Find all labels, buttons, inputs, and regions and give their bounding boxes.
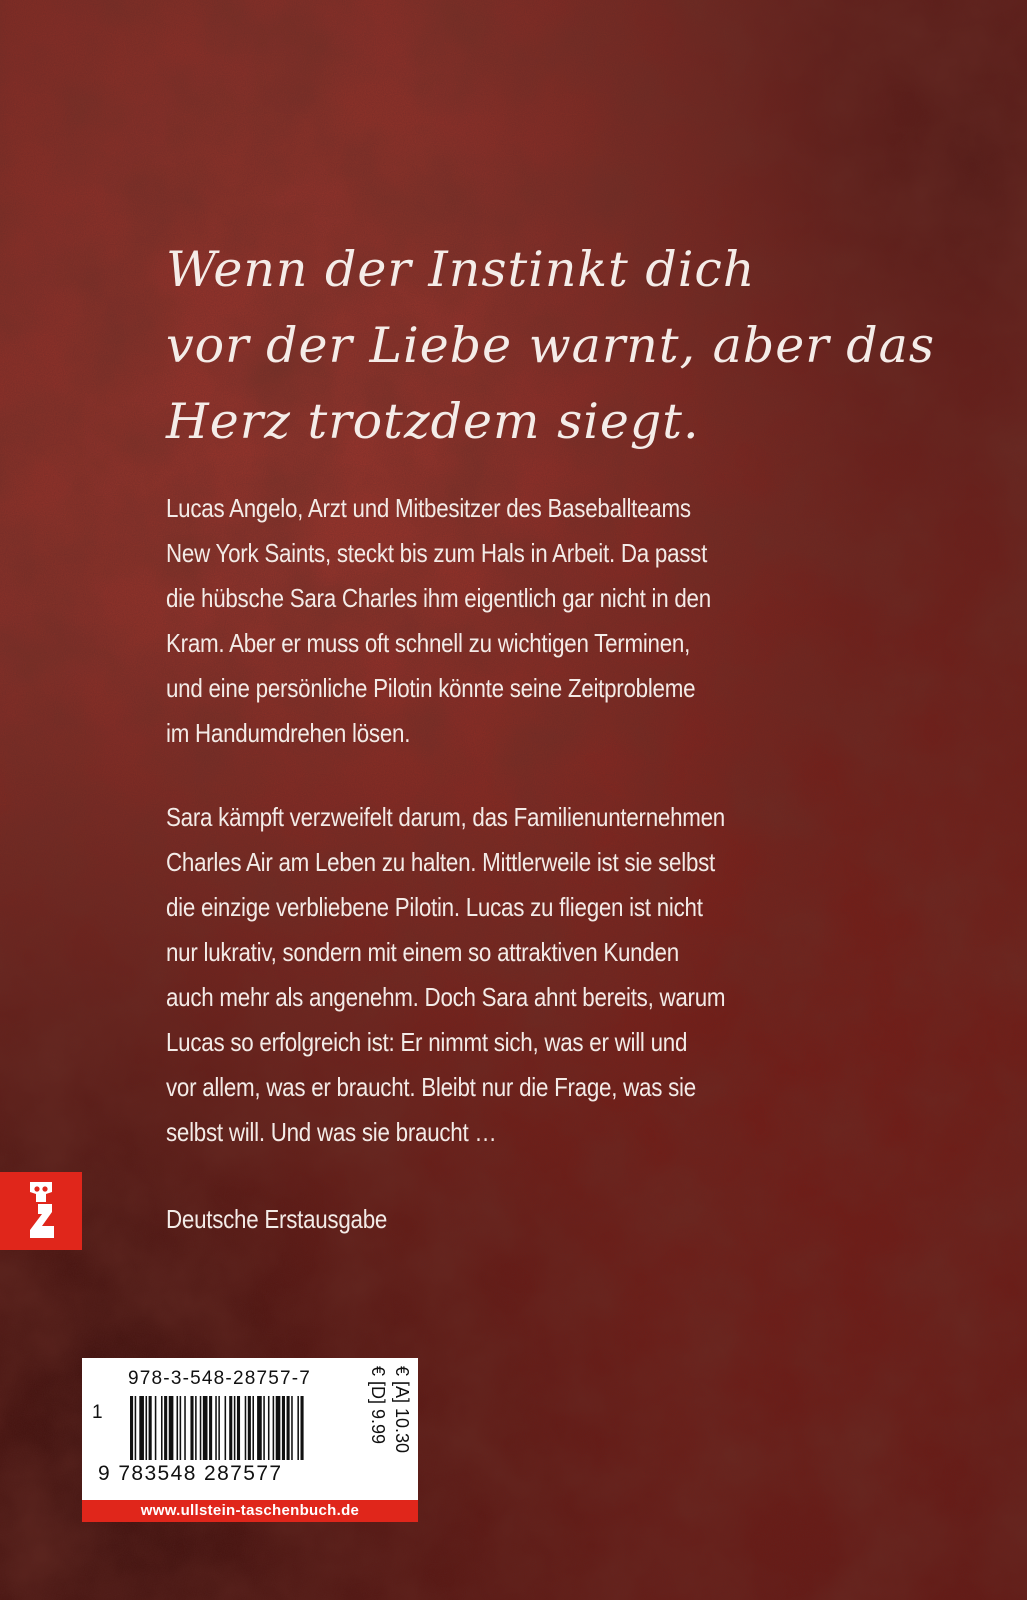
barcode-bar (297, 1396, 299, 1460)
barcode-bar (215, 1396, 217, 1460)
barcode-bar (200, 1396, 202, 1460)
barcode-bar (276, 1396, 281, 1460)
barcode-bar (237, 1396, 240, 1460)
text-line: selbst will. Und was sie braucht … (166, 1117, 497, 1147)
barcode-bar (195, 1396, 197, 1460)
tagline-line: Wenn der Instinkt dich (166, 241, 756, 298)
barcode-bar (287, 1396, 290, 1460)
tagline-line: Herz trotzdem siegt. (166, 393, 700, 450)
barcode-bar (252, 1396, 254, 1460)
barcode-bar (164, 1396, 167, 1460)
barcode-bar (282, 1396, 285, 1460)
price-austria: € [A] 10.30 (392, 1366, 412, 1454)
publisher-url[interactable]: www.ullstein-taschenbuch.de (82, 1500, 418, 1522)
tagline (166, 232, 935, 460)
text-line: Sara kämpft verzweifelt darum, das Familienunternehmen (166, 802, 725, 832)
text-line: die einzige verbliebene Pilotin. Lucas zu fliegen ist nicht (166, 892, 703, 922)
barcode-bar (218, 1396, 220, 1460)
description-paragraph-1 (166, 486, 866, 756)
barcode-bar (257, 1396, 262, 1460)
barcode-bar (225, 1396, 227, 1460)
tagline-line: vor der Liebe warnt, aber das (166, 317, 935, 374)
barcode-bar (263, 1396, 265, 1460)
description-paragraph-2 (166, 795, 866, 1155)
barcode-digits: 9 783548 287577 (98, 1462, 283, 1485)
text-line: nur lukrativ, sondern mit einem so attraktiven Kunden (166, 937, 679, 967)
text-line: Lucas so erfolgreich ist: Er nimmt sich, was er will und (166, 1027, 688, 1057)
barcode-bar (273, 1396, 275, 1460)
barcode-bar (161, 1396, 163, 1460)
text-line: im Handumdrehen lösen. (166, 718, 411, 748)
barcode-bar (203, 1396, 208, 1460)
barcode-bar (155, 1396, 157, 1460)
text-line: Charles Air am Leben zu halten. Mittlerweile ist sie selbst (166, 847, 716, 877)
text-line: vor allem, was er braucht. Bleibt nur die Frage, was sie (166, 1072, 696, 1102)
barcode-bar (301, 1396, 304, 1460)
barcode-bar (139, 1396, 144, 1460)
barcode-bar (291, 1396, 293, 1460)
barcode-bar (169, 1396, 174, 1460)
text-line: die hübsche Sara Charles ihm eigentlich gar nicht in den (166, 583, 711, 613)
barcode-bars (130, 1396, 356, 1466)
text-line: Kram. Aber er muss oft schnell zu wichtigen Terminen, (166, 628, 691, 658)
barcode-bar (209, 1396, 212, 1460)
isbn-number: 978-3-548-28757-7 (128, 1368, 312, 1389)
barcode-bar (135, 1396, 137, 1460)
barcode-bar (268, 1396, 270, 1460)
barcode-bar (245, 1396, 247, 1460)
text-line: und eine persönliche Pilotin könnte seine Zeitprobleme (166, 673, 696, 703)
barcode-bar (190, 1396, 193, 1460)
text-line: Lucas Angelo, Arzt und Mitbesitzer des Baseballteams (166, 493, 691, 523)
edition-note (166, 1197, 866, 1242)
barcode-panel (82, 1358, 418, 1522)
barcode-bar (229, 1396, 232, 1460)
text-line: New York Saints, steckt bis zum Hals in Arbeit. Da passt (166, 538, 708, 568)
barcode-bar (177, 1396, 179, 1460)
barcode-bar (130, 1396, 133, 1460)
owl-icon (0, 1172, 82, 1250)
barcode-bar (248, 1396, 251, 1460)
barcode-left-digit: 1 (92, 1402, 103, 1423)
edition-label: Deutsche Erstausgabe (166, 1204, 388, 1234)
barcode-bar (234, 1396, 236, 1460)
barcode-bar (184, 1396, 186, 1460)
text-line: auch mehr als angenehm. Doch Sara ahnt bereits, warum (166, 982, 726, 1012)
barcode-bar (180, 1396, 182, 1460)
price-germany: € [D] 9.99 (368, 1366, 388, 1445)
barcode-bar (149, 1396, 152, 1460)
publisher-logo (0, 1172, 82, 1250)
barcode-bar (146, 1396, 148, 1460)
